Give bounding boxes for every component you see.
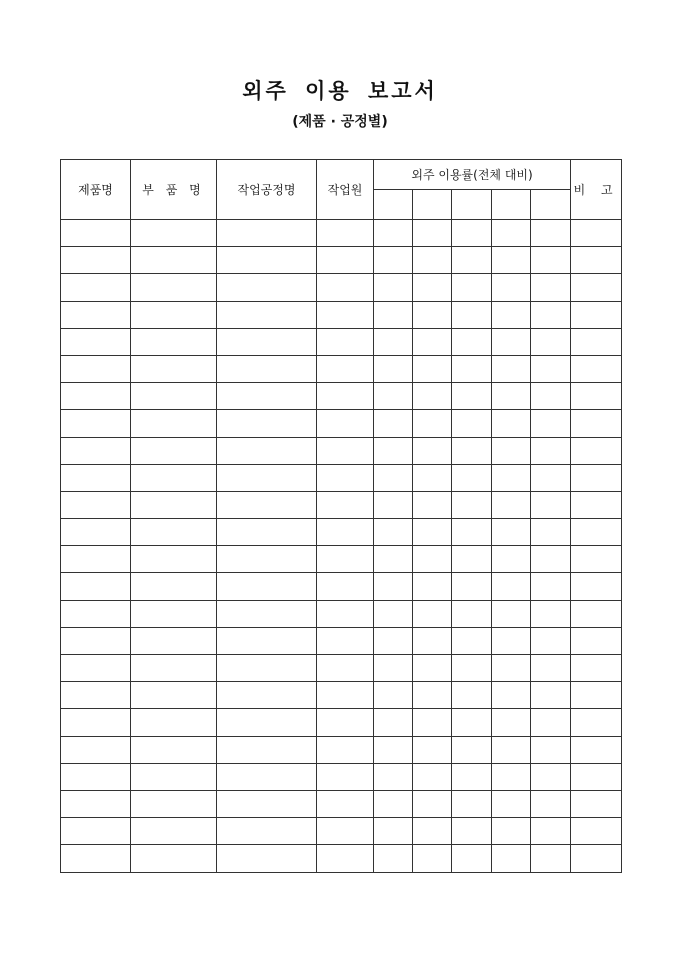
table-cell — [452, 682, 492, 709]
table-cell — [452, 328, 492, 355]
table-cell — [217, 818, 317, 845]
table-row — [61, 682, 622, 709]
table-cell — [61, 355, 131, 382]
table-cell — [531, 845, 571, 872]
table-row — [61, 247, 622, 274]
table-cell — [413, 383, 452, 410]
table-cell — [571, 763, 622, 790]
table-cell — [492, 573, 531, 600]
table-row — [61, 790, 622, 817]
table-cell — [413, 655, 452, 682]
table-cell — [374, 709, 413, 736]
table-cell — [374, 655, 413, 682]
table-cell — [131, 573, 217, 600]
table-cell — [452, 845, 492, 872]
table-cell — [374, 410, 413, 437]
table-cell — [452, 655, 492, 682]
table-cell — [61, 383, 131, 410]
table-cell — [413, 301, 452, 328]
table-cell — [131, 627, 217, 654]
table-cell — [413, 736, 452, 763]
table-cell — [131, 655, 217, 682]
table-cell — [452, 383, 492, 410]
table-cell — [452, 627, 492, 654]
table-cell — [317, 220, 374, 247]
table-cell — [452, 600, 492, 627]
table-cell — [413, 491, 452, 518]
table-cell — [571, 247, 622, 274]
table-cell — [571, 573, 622, 600]
table-cell — [413, 247, 452, 274]
table-cell — [492, 464, 531, 491]
table-cell — [452, 790, 492, 817]
table-cell — [492, 383, 531, 410]
table-cell — [317, 464, 374, 491]
table-cell — [217, 301, 317, 328]
table-cell — [217, 709, 317, 736]
table-cell — [131, 736, 217, 763]
table-cell — [452, 301, 492, 328]
table-cell — [571, 328, 622, 355]
table-row — [61, 546, 622, 573]
table-cell — [531, 220, 571, 247]
table-cell — [217, 437, 317, 464]
table-cell — [217, 655, 317, 682]
table-cell — [452, 274, 492, 301]
table-cell — [317, 845, 374, 872]
table-cell — [492, 519, 531, 546]
header-row-top — [61, 160, 622, 190]
document-subtitle: (제품 · 공정별) — [292, 114, 388, 130]
table-cell — [217, 600, 317, 627]
table-cell — [374, 437, 413, 464]
table-cell — [492, 627, 531, 654]
table-cell — [131, 328, 217, 355]
header-outsourcing-rate: 외주 이용률(전체 대비) — [374, 160, 571, 190]
table-cell — [317, 328, 374, 355]
table-cell — [131, 790, 217, 817]
header-part-name: 부 품 명 — [131, 160, 217, 220]
table-cell — [571, 736, 622, 763]
table-cell — [452, 573, 492, 600]
table-cell — [531, 410, 571, 437]
table-cell — [317, 709, 374, 736]
table-cell — [413, 546, 452, 573]
table-cell — [413, 763, 452, 790]
table-cell — [131, 355, 217, 382]
table-cell — [217, 410, 317, 437]
table-cell — [374, 790, 413, 817]
table-cell — [317, 519, 374, 546]
table-cell — [531, 682, 571, 709]
table-cell — [531, 736, 571, 763]
table-row — [61, 845, 622, 872]
table-cell — [531, 383, 571, 410]
table-cell — [374, 736, 413, 763]
table-cell — [61, 410, 131, 437]
table-cell — [531, 627, 571, 654]
table-cell — [531, 573, 571, 600]
table-cell — [217, 790, 317, 817]
table-cell — [131, 437, 217, 464]
table-cell — [317, 655, 374, 682]
table-cell — [217, 519, 317, 546]
table-cell — [317, 600, 374, 627]
table-cell — [317, 301, 374, 328]
table-cell — [217, 627, 317, 654]
table-cell — [492, 709, 531, 736]
table-cell — [217, 736, 317, 763]
table-cell — [61, 301, 131, 328]
table-cell — [452, 355, 492, 382]
table-cell — [492, 600, 531, 627]
table-cell — [571, 655, 622, 682]
table-cell — [531, 790, 571, 817]
table-cell — [452, 410, 492, 437]
table-cell — [531, 519, 571, 546]
table-cell — [531, 763, 571, 790]
table-cell — [452, 464, 492, 491]
table-cell — [131, 763, 217, 790]
table-cell — [413, 437, 452, 464]
table-cell — [452, 220, 492, 247]
table-cell — [374, 247, 413, 274]
table-cell — [317, 627, 374, 654]
table-cell — [131, 301, 217, 328]
table-cell — [492, 845, 531, 872]
table-row — [61, 220, 622, 247]
table-cell — [571, 818, 622, 845]
table-cell — [131, 682, 217, 709]
table-cell — [452, 736, 492, 763]
table-cell — [61, 790, 131, 817]
table-cell — [217, 220, 317, 247]
header-product-name: 제품명 — [61, 160, 131, 220]
table-cell — [531, 274, 571, 301]
table-cell — [61, 274, 131, 301]
table-cell — [131, 519, 217, 546]
table-cell — [531, 464, 571, 491]
table-row — [61, 709, 622, 736]
table-cell — [571, 410, 622, 437]
table-cell — [61, 220, 131, 247]
table-row — [61, 301, 622, 328]
table-cell — [61, 845, 131, 872]
table-cell — [492, 410, 531, 437]
table-cell — [131, 818, 217, 845]
table-row — [61, 437, 622, 464]
table-cell — [531, 437, 571, 464]
table-cell — [571, 627, 622, 654]
table-cell — [531, 301, 571, 328]
table-cell — [374, 383, 413, 410]
table-cell — [492, 736, 531, 763]
table-cell — [452, 546, 492, 573]
table-row — [61, 600, 622, 627]
table-cell — [217, 274, 317, 301]
table-cell — [492, 818, 531, 845]
table-cell — [492, 274, 531, 301]
table-cell — [413, 519, 452, 546]
table-row — [61, 818, 622, 845]
table-cell — [413, 410, 452, 437]
table-cell — [374, 845, 413, 872]
table-cell — [317, 790, 374, 817]
table-row — [61, 355, 622, 382]
table-cell — [571, 709, 622, 736]
table-row — [61, 519, 622, 546]
table-cell — [317, 763, 374, 790]
table-cell — [374, 573, 413, 600]
header-remarks: 비 고 — [571, 160, 622, 220]
table-cell — [492, 790, 531, 817]
table-cell — [61, 491, 131, 518]
table-cell — [492, 491, 531, 518]
header-process-name: 작업공정명 — [217, 160, 317, 220]
table-cell — [571, 790, 622, 817]
table-row — [61, 274, 622, 301]
table-cell — [413, 845, 452, 872]
table-cell — [61, 682, 131, 709]
table-cell — [492, 301, 531, 328]
table-cell — [492, 247, 531, 274]
table-cell — [61, 573, 131, 600]
document-title: 외주 이용 보고서 — [242, 78, 438, 103]
table-cell — [452, 763, 492, 790]
table-cell — [131, 410, 217, 437]
table-cell — [374, 355, 413, 382]
table-cell — [317, 274, 374, 301]
table-cell — [61, 763, 131, 790]
table-cell — [492, 328, 531, 355]
table-cell — [413, 790, 452, 817]
table-cell — [61, 736, 131, 763]
table-cell — [452, 247, 492, 274]
table-row — [61, 410, 622, 437]
table-cell — [413, 274, 452, 301]
rate-subcolumn-header — [374, 190, 413, 220]
table-cell — [413, 627, 452, 654]
table-cell — [317, 573, 374, 600]
table-cell — [217, 355, 317, 382]
table-cell — [571, 546, 622, 573]
rate-subcolumn-header — [452, 190, 492, 220]
table-cell — [374, 519, 413, 546]
table-cell — [317, 818, 374, 845]
table-cell — [492, 655, 531, 682]
table-row — [61, 627, 622, 654]
table-row — [61, 736, 622, 763]
table-cell — [531, 655, 571, 682]
table-row — [61, 573, 622, 600]
table-cell — [317, 383, 374, 410]
table-cell — [217, 328, 317, 355]
table-cell — [531, 328, 571, 355]
table-cell — [452, 818, 492, 845]
table-cell — [374, 546, 413, 573]
table-cell — [571, 464, 622, 491]
table-cell — [61, 655, 131, 682]
table-cell — [452, 437, 492, 464]
table-cell — [531, 491, 571, 518]
table-row — [61, 328, 622, 355]
table-body — [61, 220, 622, 873]
table-cell — [217, 573, 317, 600]
table-cell — [452, 519, 492, 546]
table-cell — [571, 845, 622, 872]
table-cell — [531, 818, 571, 845]
table-cell — [374, 464, 413, 491]
table-cell — [131, 709, 217, 736]
table-cell — [492, 220, 531, 247]
table-cell — [452, 709, 492, 736]
table-cell — [531, 546, 571, 573]
table-cell — [61, 546, 131, 573]
table-cell — [492, 437, 531, 464]
table-cell — [374, 818, 413, 845]
table-cell — [317, 437, 374, 464]
table-cell — [317, 410, 374, 437]
table-cell — [61, 709, 131, 736]
table-cell — [492, 763, 531, 790]
table-cell — [492, 546, 531, 573]
outsourcing-report-table — [60, 159, 622, 873]
rate-subcolumn-header — [492, 190, 531, 220]
table-cell — [571, 383, 622, 410]
table-cell — [374, 328, 413, 355]
table-cell — [131, 247, 217, 274]
table-cell — [131, 220, 217, 247]
table-cell — [131, 464, 217, 491]
rate-subcolumn-header — [531, 190, 571, 220]
table-cell — [413, 709, 452, 736]
table-cell — [61, 247, 131, 274]
table-cell — [131, 546, 217, 573]
table-cell — [374, 763, 413, 790]
table-cell — [217, 464, 317, 491]
table-cell — [131, 383, 217, 410]
table-cell — [374, 301, 413, 328]
table-cell — [413, 818, 452, 845]
table-cell — [217, 546, 317, 573]
table-cell — [571, 274, 622, 301]
table-cell — [317, 682, 374, 709]
table-cell — [217, 845, 317, 872]
table-cell — [571, 437, 622, 464]
table-cell — [374, 600, 413, 627]
table-cell — [413, 220, 452, 247]
table-cell — [571, 220, 622, 247]
table-cell — [413, 573, 452, 600]
table-cell — [217, 682, 317, 709]
table-cell — [571, 301, 622, 328]
table-row — [61, 763, 622, 790]
table-cell — [413, 464, 452, 491]
table-cell — [61, 328, 131, 355]
table-cell — [374, 627, 413, 654]
table-cell — [413, 682, 452, 709]
table-cell — [531, 247, 571, 274]
table-cell — [571, 682, 622, 709]
table-cell — [61, 818, 131, 845]
table-cell — [492, 355, 531, 382]
table-cell — [131, 274, 217, 301]
table-cell — [217, 383, 317, 410]
table-cell — [374, 274, 413, 301]
table-cell — [571, 600, 622, 627]
table-cell — [413, 328, 452, 355]
table-cell — [317, 247, 374, 274]
table-cell — [531, 355, 571, 382]
table-cell — [61, 464, 131, 491]
table-cell — [61, 437, 131, 464]
table-cell — [571, 491, 622, 518]
table-cell — [131, 491, 217, 518]
table-cell — [317, 355, 374, 382]
table-cell — [571, 355, 622, 382]
table-cell — [317, 491, 374, 518]
table-cell — [492, 682, 531, 709]
table-cell — [374, 220, 413, 247]
rate-subcolumn-header — [413, 190, 452, 220]
table-row — [61, 383, 622, 410]
table-cell — [217, 491, 317, 518]
table-cell — [217, 763, 317, 790]
table-cell — [452, 491, 492, 518]
table-cell — [131, 845, 217, 872]
table-cell — [131, 600, 217, 627]
table-cell — [531, 709, 571, 736]
table-cell — [374, 491, 413, 518]
table-cell — [317, 546, 374, 573]
table-cell — [61, 600, 131, 627]
table-cell — [531, 600, 571, 627]
table-cell — [61, 627, 131, 654]
table-row — [61, 655, 622, 682]
header-worker: 작업원 — [317, 160, 374, 220]
table-cell — [413, 355, 452, 382]
table-cell — [413, 600, 452, 627]
table-cell — [61, 519, 131, 546]
table-cell — [374, 682, 413, 709]
table-row — [61, 491, 622, 518]
table-cell — [317, 736, 374, 763]
table-row — [61, 464, 622, 491]
table-cell — [217, 247, 317, 274]
table-cell — [571, 519, 622, 546]
